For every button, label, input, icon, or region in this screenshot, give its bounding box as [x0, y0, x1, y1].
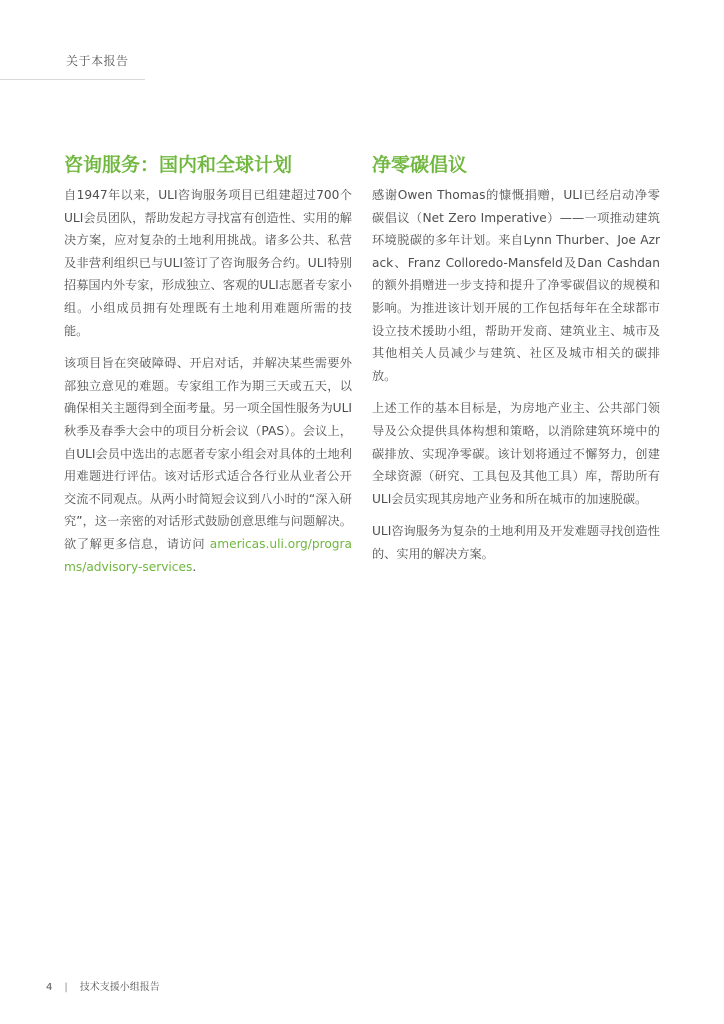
footer-separator: | [64, 982, 68, 993]
advisory-services-link[interactable]: americas.uli.org/programs/advisory-services [64, 536, 352, 574]
left-column [64, 152, 352, 588]
net-zero-heading: 净零碳倡议 [372, 154, 468, 176]
header-section-label: 关于本报告 [66, 54, 129, 68]
page-footer [46, 978, 160, 993]
page-number: 4 [46, 982, 53, 993]
advisory-paragraph-2-end: . [192, 559, 197, 574]
advisory-paragraph-2 [64, 352, 352, 578]
net-zero-paragraph-3: ULI咨询服务为复杂的土地利用及开发难题寻找创造性的、实用的解决方案。 [372, 524, 660, 561]
right-column [372, 152, 660, 576]
advisory-services-heading: 咨询服务：国内和全球计划 [64, 154, 293, 176]
advisory-paragraph-1: 自1947年以来，ULI咨询服务项目已组建超过700个ULI会员团队，帮助发起方寻找富有创造性、实用的解决方案，应对复杂的土地利用挑战。诸多公共、私营及非营利组织已与ULI签订了咨询服务合约。ULI特别招募国内外专家，形成独立、客观的ULI志愿者专家小组。小组成员拥有处理既有土地利用难题所需的技能。 [64, 188, 352, 338]
footer-report-title: 技术支援小组报告 [79, 982, 160, 993]
net-zero-paragraph-1: 感谢Owen Thomas的慷慨捐赠，ULI已经启动净零碳倡议（Net Zero Imperative）——一项推动建筑环境脱碳的多年计划。来自Lynn Thurber、Joe Azrack、Franz Colloredo-Mansfeld及Dan Cashdan的额外捐赠进一步支持和提升了净零碳倡议的规模和影响。为推进该计划开展的工作包括每年在全球都市设立技术援助小组，帮助开发商、建筑业主、城市及其他相关人员减少与建筑、社区及城市相关的碳排放。 [372, 188, 660, 383]
header-divider [0, 79, 145, 80]
net-zero-paragraph-2: 上述工作的基本目标是，为房地产业主、公共部门领导及公众提供具体构想和策略，以消除建筑环境中的碳排放、实现净零碳。该计划将通过不懈努力，创建全球资源（研究、工具包及其他工具）库，帮助所有ULI会员实现其房地产业务和所在城市的加速脱碳。 [372, 401, 660, 506]
advisory-paragraph-2-text: 该项目旨在突破障碍、开启对话，并解决某些需要外部独立意见的难题。专家组工作为期三天或五天，以确保相关主题得到全面考量。另一项全国性服务为ULI秋季及春季大会中的项目分析会议（PAS）。会议上，自ULI会员中选出的志愿者专家小组会对具体的土地利用难题进行评估。该对话形式适合各行业从业者公开交流不同观点。从两小时简短会议到八小时的“深入研究”，这一亲密的对话形式鼓励创意思维与问题解决。欲了解更多信息，请访问 [64, 356, 352, 551]
